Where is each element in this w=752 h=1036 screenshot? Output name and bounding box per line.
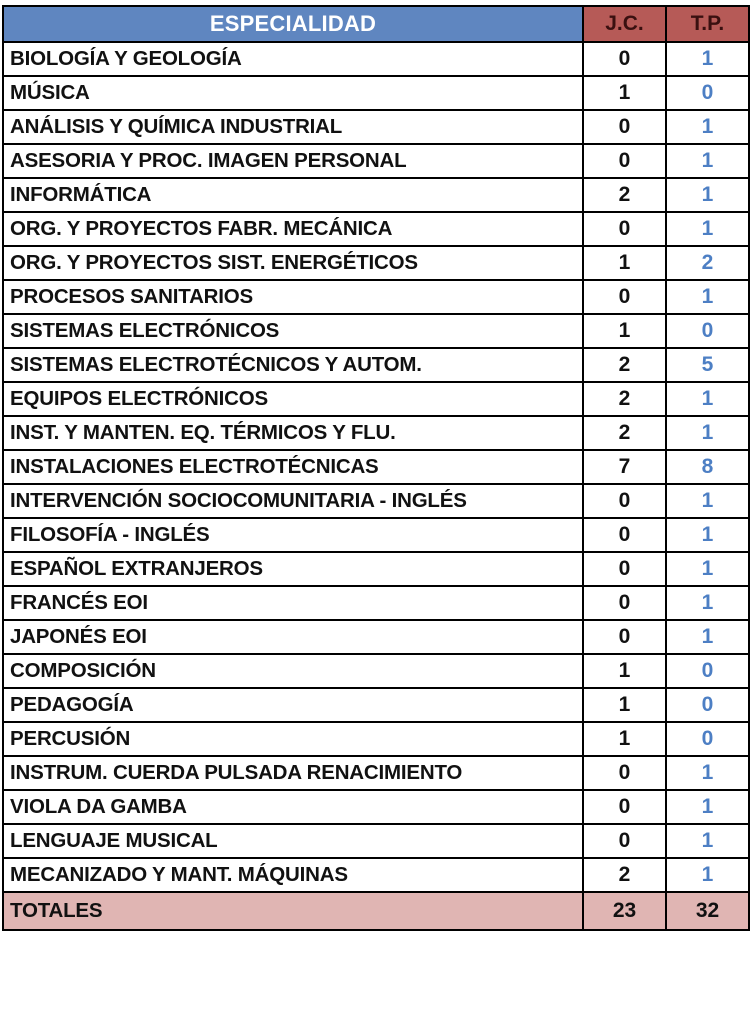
row-specialty-cell[interactable]: SISTEMAS ELECTROTÉCNICOS Y AUTOM. (3, 348, 583, 382)
row-jc-cell[interactable]: 0 (583, 586, 666, 620)
table-row (3, 654, 749, 688)
row-jc-cell[interactable]: 0 (583, 144, 666, 178)
row-tp-cell[interactable]: 1 (666, 110, 749, 144)
table-row (3, 76, 749, 110)
row-jc-cell[interactable]: 0 (583, 620, 666, 654)
table-row (3, 348, 749, 382)
row-tp-cell[interactable]: 2 (666, 246, 749, 280)
table-row (3, 484, 749, 518)
row-specialty-cell[interactable]: INSTRUM. CUERDA PULSADA RENACIMIENTO (3, 756, 583, 790)
row-tp-cell[interactable]: 0 (666, 654, 749, 688)
row-jc-cell[interactable]: 1 (583, 654, 666, 688)
row-tp-cell[interactable]: 0 (666, 76, 749, 110)
row-specialty-cell[interactable]: INFORMÁTICA (3, 178, 583, 212)
row-tp-cell[interactable]: 1 (666, 756, 749, 790)
table-row (3, 314, 749, 348)
table-row (3, 212, 749, 246)
table-row (3, 756, 749, 790)
header-row (3, 6, 749, 42)
row-specialty-cell[interactable]: INTERVENCIÓN SOCIOCOMUNITARIA - INGLÉS (3, 484, 583, 518)
row-specialty-cell[interactable]: INST. Y MANTEN. EQ. TÉRMICOS Y FLU. (3, 416, 583, 450)
row-tp-cell[interactable]: 1 (666, 178, 749, 212)
row-specialty-cell[interactable]: BIOLOGÍA Y GEOLOGÍA (3, 42, 583, 76)
table-row (3, 620, 749, 654)
row-tp-cell[interactable]: 5 (666, 348, 749, 382)
row-specialty-cell[interactable]: ESPAÑOL EXTRANJEROS (3, 552, 583, 586)
totals-row (3, 892, 749, 930)
row-specialty-cell[interactable]: ANÁLISIS Y QUÍMICA INDUSTRIAL (3, 110, 583, 144)
table-row (3, 144, 749, 178)
row-specialty-cell[interactable]: COMPOSICIÓN (3, 654, 583, 688)
row-jc-cell[interactable]: 2 (583, 348, 666, 382)
row-tp-cell[interactable]: 1 (666, 858, 749, 892)
row-tp-cell[interactable]: 1 (666, 518, 749, 552)
table-body (3, 42, 749, 892)
row-specialty-cell[interactable]: PROCESOS SANITARIOS (3, 280, 583, 314)
row-tp-cell[interactable]: 1 (666, 42, 749, 76)
row-tp-cell[interactable]: 1 (666, 416, 749, 450)
table-row (3, 246, 749, 280)
table-row (3, 450, 749, 484)
row-jc-cell[interactable]: 0 (583, 756, 666, 790)
table-row (3, 552, 749, 586)
row-tp-cell[interactable]: 1 (666, 824, 749, 858)
row-jc-cell[interactable]: 1 (583, 246, 666, 280)
row-jc-cell[interactable]: 0 (583, 518, 666, 552)
row-jc-cell[interactable]: 0 (583, 824, 666, 858)
row-specialty-cell[interactable]: PERCUSIÓN (3, 722, 583, 756)
row-jc-cell[interactable]: 0 (583, 212, 666, 246)
table-row (3, 722, 749, 756)
table-row (3, 586, 749, 620)
row-tp-cell[interactable]: 1 (666, 382, 749, 416)
row-tp-cell[interactable]: 1 (666, 144, 749, 178)
row-jc-cell[interactable]: 2 (583, 858, 666, 892)
row-jc-cell[interactable]: 1 (583, 688, 666, 722)
row-specialty-cell[interactable]: MECANIZADO Y MANT. MÁQUINAS (3, 858, 583, 892)
row-specialty-cell[interactable]: ASESORIA Y PROC. IMAGEN PERSONAL (3, 144, 583, 178)
row-specialty-cell[interactable]: MÚSICA (3, 76, 583, 110)
table-row (3, 858, 749, 892)
row-jc-cell[interactable]: 0 (583, 790, 666, 824)
row-tp-cell[interactable]: 1 (666, 552, 749, 586)
header-especialidad[interactable]: ESPECIALIDAD (3, 6, 583, 42)
table-row (3, 110, 749, 144)
table-row (3, 688, 749, 722)
row-specialty-cell[interactable]: LENGUAJE MUSICAL (3, 824, 583, 858)
row-jc-cell[interactable]: 0 (583, 42, 666, 76)
row-jc-cell[interactable]: 0 (583, 484, 666, 518)
row-specialty-cell[interactable]: ORG. Y PROYECTOS FABR. MECÁNICA (3, 212, 583, 246)
row-jc-cell[interactable]: 2 (583, 416, 666, 450)
totals-tp[interactable]: 32 (666, 892, 749, 930)
header-tp[interactable]: T.P. (666, 6, 749, 42)
row-tp-cell[interactable]: 1 (666, 280, 749, 314)
row-specialty-cell[interactable]: SISTEMAS ELECTRÓNICOS (3, 314, 583, 348)
table-row (3, 280, 749, 314)
table-row (3, 416, 749, 450)
row-specialty-cell[interactable]: INSTALACIONES ELECTROTÉCNICAS (3, 450, 583, 484)
row-tp-cell[interactable]: 1 (666, 620, 749, 654)
row-tp-cell[interactable]: 0 (666, 314, 749, 348)
row-jc-cell[interactable]: 1 (583, 314, 666, 348)
row-jc-cell[interactable]: 0 (583, 280, 666, 314)
row-tp-cell[interactable]: 0 (666, 722, 749, 756)
totals-label[interactable]: TOTALES (3, 892, 583, 930)
table-row (3, 42, 749, 76)
totals-jc[interactable]: 23 (583, 892, 666, 930)
table-row (3, 518, 749, 552)
table-row (3, 178, 749, 212)
table-row (3, 382, 749, 416)
row-jc-cell[interactable]: 1 (583, 722, 666, 756)
row-tp-cell[interactable]: 8 (666, 450, 749, 484)
row-tp-cell[interactable]: 1 (666, 586, 749, 620)
specialty-table (2, 5, 750, 931)
row-tp-cell[interactable]: 1 (666, 212, 749, 246)
row-jc-cell[interactable]: 1 (583, 76, 666, 110)
row-jc-cell[interactable]: 2 (583, 382, 666, 416)
table-row (3, 824, 749, 858)
table-row (3, 790, 749, 824)
row-tp-cell[interactable]: 1 (666, 484, 749, 518)
row-specialty-cell[interactable]: PEDAGOGÍA (3, 688, 583, 722)
row-specialty-cell[interactable]: EQUIPOS ELECTRÓNICOS (3, 382, 583, 416)
row-specialty-cell[interactable]: JAPONÉS EOI (3, 620, 583, 654)
row-jc-cell[interactable]: 0 (583, 552, 666, 586)
row-specialty-cell[interactable]: ORG. Y PROYECTOS SIST. ENERGÉTICOS (3, 246, 583, 280)
row-specialty-cell[interactable]: FRANCÉS EOI (3, 586, 583, 620)
row-specialty-cell[interactable]: FILOSOFÍA - INGLÉS (3, 518, 583, 552)
row-jc-cell[interactable]: 0 (583, 110, 666, 144)
row-tp-cell[interactable]: 1 (666, 790, 749, 824)
header-jc[interactable]: J.C. (583, 6, 666, 42)
row-specialty-cell[interactable]: VIOLA DA GAMBA (3, 790, 583, 824)
row-jc-cell[interactable]: 7 (583, 450, 666, 484)
row-jc-cell[interactable]: 2 (583, 178, 666, 212)
row-tp-cell[interactable]: 0 (666, 688, 749, 722)
